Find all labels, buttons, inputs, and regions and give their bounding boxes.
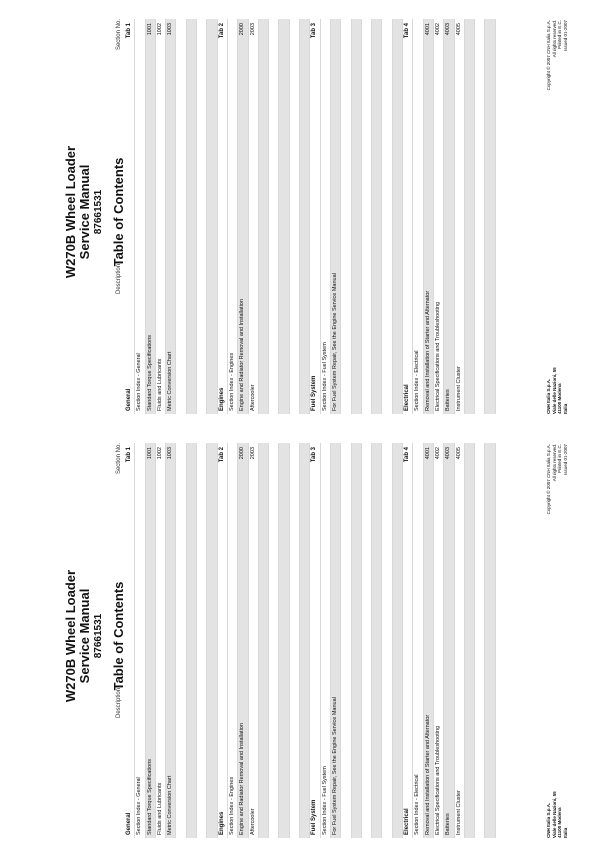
toc-row-label: Section Index - Electrical bbox=[414, 350, 421, 411]
rotated-page-content bbox=[0, 0, 600, 424]
toc-row bbox=[135, 19, 145, 414]
toc-section bbox=[403, 443, 496, 838]
toc-row-label: Engine and Radiator Removal and Installation bbox=[239, 299, 246, 411]
toc-row bbox=[166, 19, 176, 414]
toc-row-label: Instrument Cluster bbox=[455, 790, 462, 835]
toc-row-label: Electrical Specifications and Troubleshooting bbox=[434, 725, 441, 835]
section-name: Fuel System bbox=[311, 375, 318, 411]
toc-row bbox=[249, 443, 259, 838]
blank-row bbox=[362, 19, 372, 414]
toc-row-label: Section Index - Engines bbox=[228, 352, 235, 411]
toc-row-label: Section Index - Fuel System bbox=[321, 766, 328, 835]
toc-row-label: For Fuel System Repair, See the Engine Service Manual bbox=[331, 273, 338, 411]
toc-row bbox=[238, 19, 248, 414]
address-line: 41100 Modena bbox=[557, 807, 562, 838]
blank-row bbox=[207, 443, 217, 838]
blank-row bbox=[372, 19, 382, 414]
toc-row bbox=[321, 19, 331, 414]
blank-row bbox=[341, 443, 351, 838]
toc-row-section-number: 1003 bbox=[167, 23, 174, 36]
blank-row bbox=[187, 19, 197, 414]
toc-row bbox=[228, 19, 238, 414]
toc-row bbox=[455, 19, 465, 414]
section-tab: Tab 2 bbox=[218, 447, 225, 463]
toc-row-section-number: 4002 bbox=[434, 23, 441, 36]
toc-row-section-number: 2000 bbox=[239, 447, 246, 460]
toc-row-label: Removal and Installation of Starter and Alternator bbox=[424, 290, 431, 411]
toc-row bbox=[146, 443, 156, 838]
part-number: 87661531 bbox=[93, 613, 104, 659]
toc-row-label: Instrument Cluster bbox=[455, 366, 462, 411]
manual-title: W270B Wheel Loader bbox=[63, 145, 78, 279]
toc-row bbox=[135, 443, 145, 838]
toc-page-bottom bbox=[0, 424, 600, 848]
blank-row bbox=[475, 19, 485, 414]
toc-row-label: Electrical Specifications and Troubleshooting bbox=[434, 301, 441, 411]
toc-row bbox=[434, 443, 444, 838]
rotated-page-content bbox=[0, 424, 600, 848]
toc-row-label: Section Index - Electrical bbox=[414, 774, 421, 835]
blank-row bbox=[259, 19, 269, 414]
toc-row-section-number: 4001 bbox=[424, 447, 431, 460]
section-tab: Tab 3 bbox=[311, 23, 318, 39]
blank-row bbox=[207, 19, 217, 414]
toc-row bbox=[413, 443, 423, 838]
toc-row-section-number: 4001 bbox=[424, 23, 431, 36]
blank-row bbox=[279, 19, 289, 414]
section-tab: Tab 1 bbox=[126, 447, 132, 463]
toc-row-section-number: 2003 bbox=[249, 23, 256, 36]
copyright-notice bbox=[546, 20, 568, 90]
toc-row-label: Removal and Installation of Starter and Alternator bbox=[424, 714, 431, 835]
toc-row bbox=[424, 443, 434, 838]
address-line: 41100 Modena bbox=[557, 383, 562, 414]
blank-row bbox=[187, 443, 197, 838]
section-tab: Tab 4 bbox=[404, 447, 411, 463]
blank-row bbox=[393, 19, 403, 414]
toc-row-section-number: 2003 bbox=[249, 447, 256, 460]
blank-row bbox=[290, 19, 300, 414]
toc-section bbox=[218, 19, 311, 414]
copyright-line: All rights reserved. bbox=[551, 444, 557, 482]
toc-section bbox=[403, 19, 496, 414]
toc-row bbox=[413, 19, 423, 414]
blank-row bbox=[475, 443, 485, 838]
toc-row-label: Fluids and Lubricants bbox=[156, 358, 163, 411]
address-line: Italia bbox=[562, 403, 568, 414]
blank-row bbox=[352, 443, 362, 838]
copyright-line: Printed in E.C. bbox=[557, 20, 562, 50]
toc-row-section-number: 4002 bbox=[434, 447, 441, 460]
section-name: Electrical bbox=[404, 808, 411, 835]
section-name: Engines bbox=[218, 387, 225, 411]
blank-row bbox=[300, 19, 310, 414]
blank-row bbox=[176, 19, 186, 414]
toc-row-label: Aftercooler bbox=[249, 384, 256, 411]
blank-row bbox=[465, 443, 475, 838]
section-tab: Tab 1 bbox=[126, 23, 132, 39]
section-header-row bbox=[403, 19, 413, 414]
toc-title: Table of Contents bbox=[111, 157, 126, 267]
description-header: Description bbox=[116, 688, 122, 719]
toc-row bbox=[228, 443, 238, 838]
toc-row-label: Standard Torque Specifications bbox=[146, 758, 153, 835]
copyright-line: All rights reserved. bbox=[551, 20, 557, 58]
toc-row-section-number: 4005 bbox=[455, 23, 462, 36]
blank-row bbox=[279, 443, 289, 838]
blank-row bbox=[372, 443, 382, 838]
toc-row-label: Section Index - General bbox=[136, 777, 143, 835]
address-line: CNH Italia S.p.A. bbox=[546, 802, 551, 838]
toc-row-label: Section Index - General bbox=[136, 353, 143, 411]
section-header-row bbox=[310, 19, 320, 414]
copyright-notice bbox=[546, 444, 568, 514]
blank-row bbox=[197, 19, 207, 414]
blank-row bbox=[269, 19, 279, 414]
blank-row bbox=[382, 19, 392, 414]
blank-row bbox=[269, 443, 279, 838]
toc-row-section-number: 1003 bbox=[167, 447, 174, 460]
toc-row-label: Standard Torque Specifications bbox=[146, 334, 153, 411]
copyright-line: Issued 01-2007 bbox=[562, 444, 568, 476]
toc-row bbox=[146, 19, 156, 414]
section-number-header: Section No. bbox=[116, 443, 122, 475]
toc-row-label: Batteries bbox=[445, 389, 452, 411]
toc-row-label: Metric Conversion Chart bbox=[167, 351, 174, 411]
manual-subtitle: Service Manual bbox=[77, 588, 92, 684]
toc-row-label: Engine and Radiator Removal and Installation bbox=[239, 723, 246, 835]
part-number: 87661531 bbox=[93, 189, 104, 235]
toc-row-label: Metric Conversion Chart bbox=[167, 775, 174, 835]
section-header-row bbox=[310, 443, 320, 838]
toc-section bbox=[310, 19, 403, 414]
section-header-row bbox=[125, 19, 135, 414]
toc-row-section-number: 1001 bbox=[146, 23, 153, 36]
blank-row bbox=[290, 443, 300, 838]
address-line: Viale delle Nazioni, 55 bbox=[551, 791, 557, 838]
toc-section bbox=[310, 443, 403, 838]
blank-row bbox=[382, 443, 392, 838]
blank-row bbox=[485, 19, 495, 414]
section-header-row bbox=[403, 443, 413, 838]
toc-row-section-number: 4003 bbox=[445, 447, 452, 460]
toc-row-section-number: 1001 bbox=[146, 447, 153, 460]
toc-row-label: Batteries bbox=[445, 813, 452, 835]
toc-row-label: Section Index - Engines bbox=[228, 776, 235, 835]
toc-row bbox=[156, 19, 166, 414]
blank-row bbox=[197, 443, 207, 838]
toc-row-section-number: 1002 bbox=[156, 447, 163, 460]
section-tab: Tab 3 bbox=[311, 447, 318, 463]
toc-section bbox=[125, 19, 218, 414]
toc-row bbox=[424, 19, 434, 414]
address-line: Viale delle Nazioni, 55 bbox=[551, 367, 557, 414]
publisher-address bbox=[546, 367, 568, 414]
section-name: Fuel System bbox=[311, 799, 318, 835]
toc-row bbox=[249, 19, 259, 414]
toc-row-section-number: 4003 bbox=[445, 23, 452, 36]
blank-row bbox=[259, 443, 269, 838]
toc-row bbox=[434, 19, 444, 414]
toc-row bbox=[321, 443, 331, 838]
toc-row bbox=[238, 443, 248, 838]
blank-row bbox=[341, 19, 351, 414]
section-tab: Tab 4 bbox=[404, 23, 411, 39]
blank-row bbox=[362, 443, 372, 838]
copyright-line: Copyright © 2007 CNH Italia S.p.A. bbox=[546, 444, 551, 515]
toc-row bbox=[331, 443, 341, 838]
toc-row bbox=[455, 443, 465, 838]
toc-table bbox=[125, 19, 496, 414]
blank-row bbox=[176, 443, 186, 838]
blank-row bbox=[465, 19, 475, 414]
section-header-row bbox=[218, 443, 228, 838]
blank-row bbox=[352, 19, 362, 414]
toc-title: Table of Contents bbox=[111, 581, 126, 691]
description-header: Description bbox=[116, 264, 122, 295]
toc-row-section-number: 2000 bbox=[239, 23, 246, 36]
toc-section bbox=[125, 443, 218, 838]
blank-row bbox=[393, 443, 403, 838]
blank-row bbox=[300, 443, 310, 838]
section-header-row bbox=[125, 443, 135, 838]
toc-section bbox=[218, 443, 311, 838]
toc-table bbox=[125, 443, 496, 838]
toc-row bbox=[444, 19, 454, 414]
section-name: General bbox=[126, 812, 132, 835]
toc-row-label: Fluids and Lubricants bbox=[156, 782, 163, 835]
section-name: Engines bbox=[218, 811, 225, 835]
section-name: General bbox=[126, 388, 132, 411]
toc-page-top bbox=[0, 0, 600, 424]
section-number-header: Section No. bbox=[116, 19, 122, 51]
toc-row bbox=[331, 19, 341, 414]
toc-row bbox=[156, 443, 166, 838]
toc-row-label: Aftercooler bbox=[249, 808, 256, 835]
section-name: Electrical bbox=[404, 384, 411, 411]
address-line: CNH Italia S.p.A. bbox=[546, 378, 551, 414]
blank-row bbox=[485, 443, 495, 838]
toc-row-label: For Fuel System Repair, See the Engine Service Manual bbox=[331, 697, 338, 835]
manual-title: W270B Wheel Loader bbox=[63, 569, 78, 703]
section-tab: Tab 2 bbox=[218, 23, 225, 39]
publisher-address bbox=[546, 791, 568, 838]
section-header-row bbox=[218, 19, 228, 414]
toc-row bbox=[444, 443, 454, 838]
copyright-line: Issued 01-2007 bbox=[562, 20, 568, 52]
manual-subtitle: Service Manual bbox=[77, 164, 92, 260]
toc-row bbox=[166, 443, 176, 838]
toc-row-section-number: 1002 bbox=[156, 23, 163, 36]
copyright-line: Printed in E.C. bbox=[557, 444, 562, 474]
address-line: Italia bbox=[562, 827, 568, 838]
copyright-line: Copyright © 2007 CNH Italia S.p.A. bbox=[546, 20, 551, 91]
toc-row-label: Section Index - Fuel System bbox=[321, 342, 328, 411]
toc-row-section-number: 4005 bbox=[455, 447, 462, 460]
